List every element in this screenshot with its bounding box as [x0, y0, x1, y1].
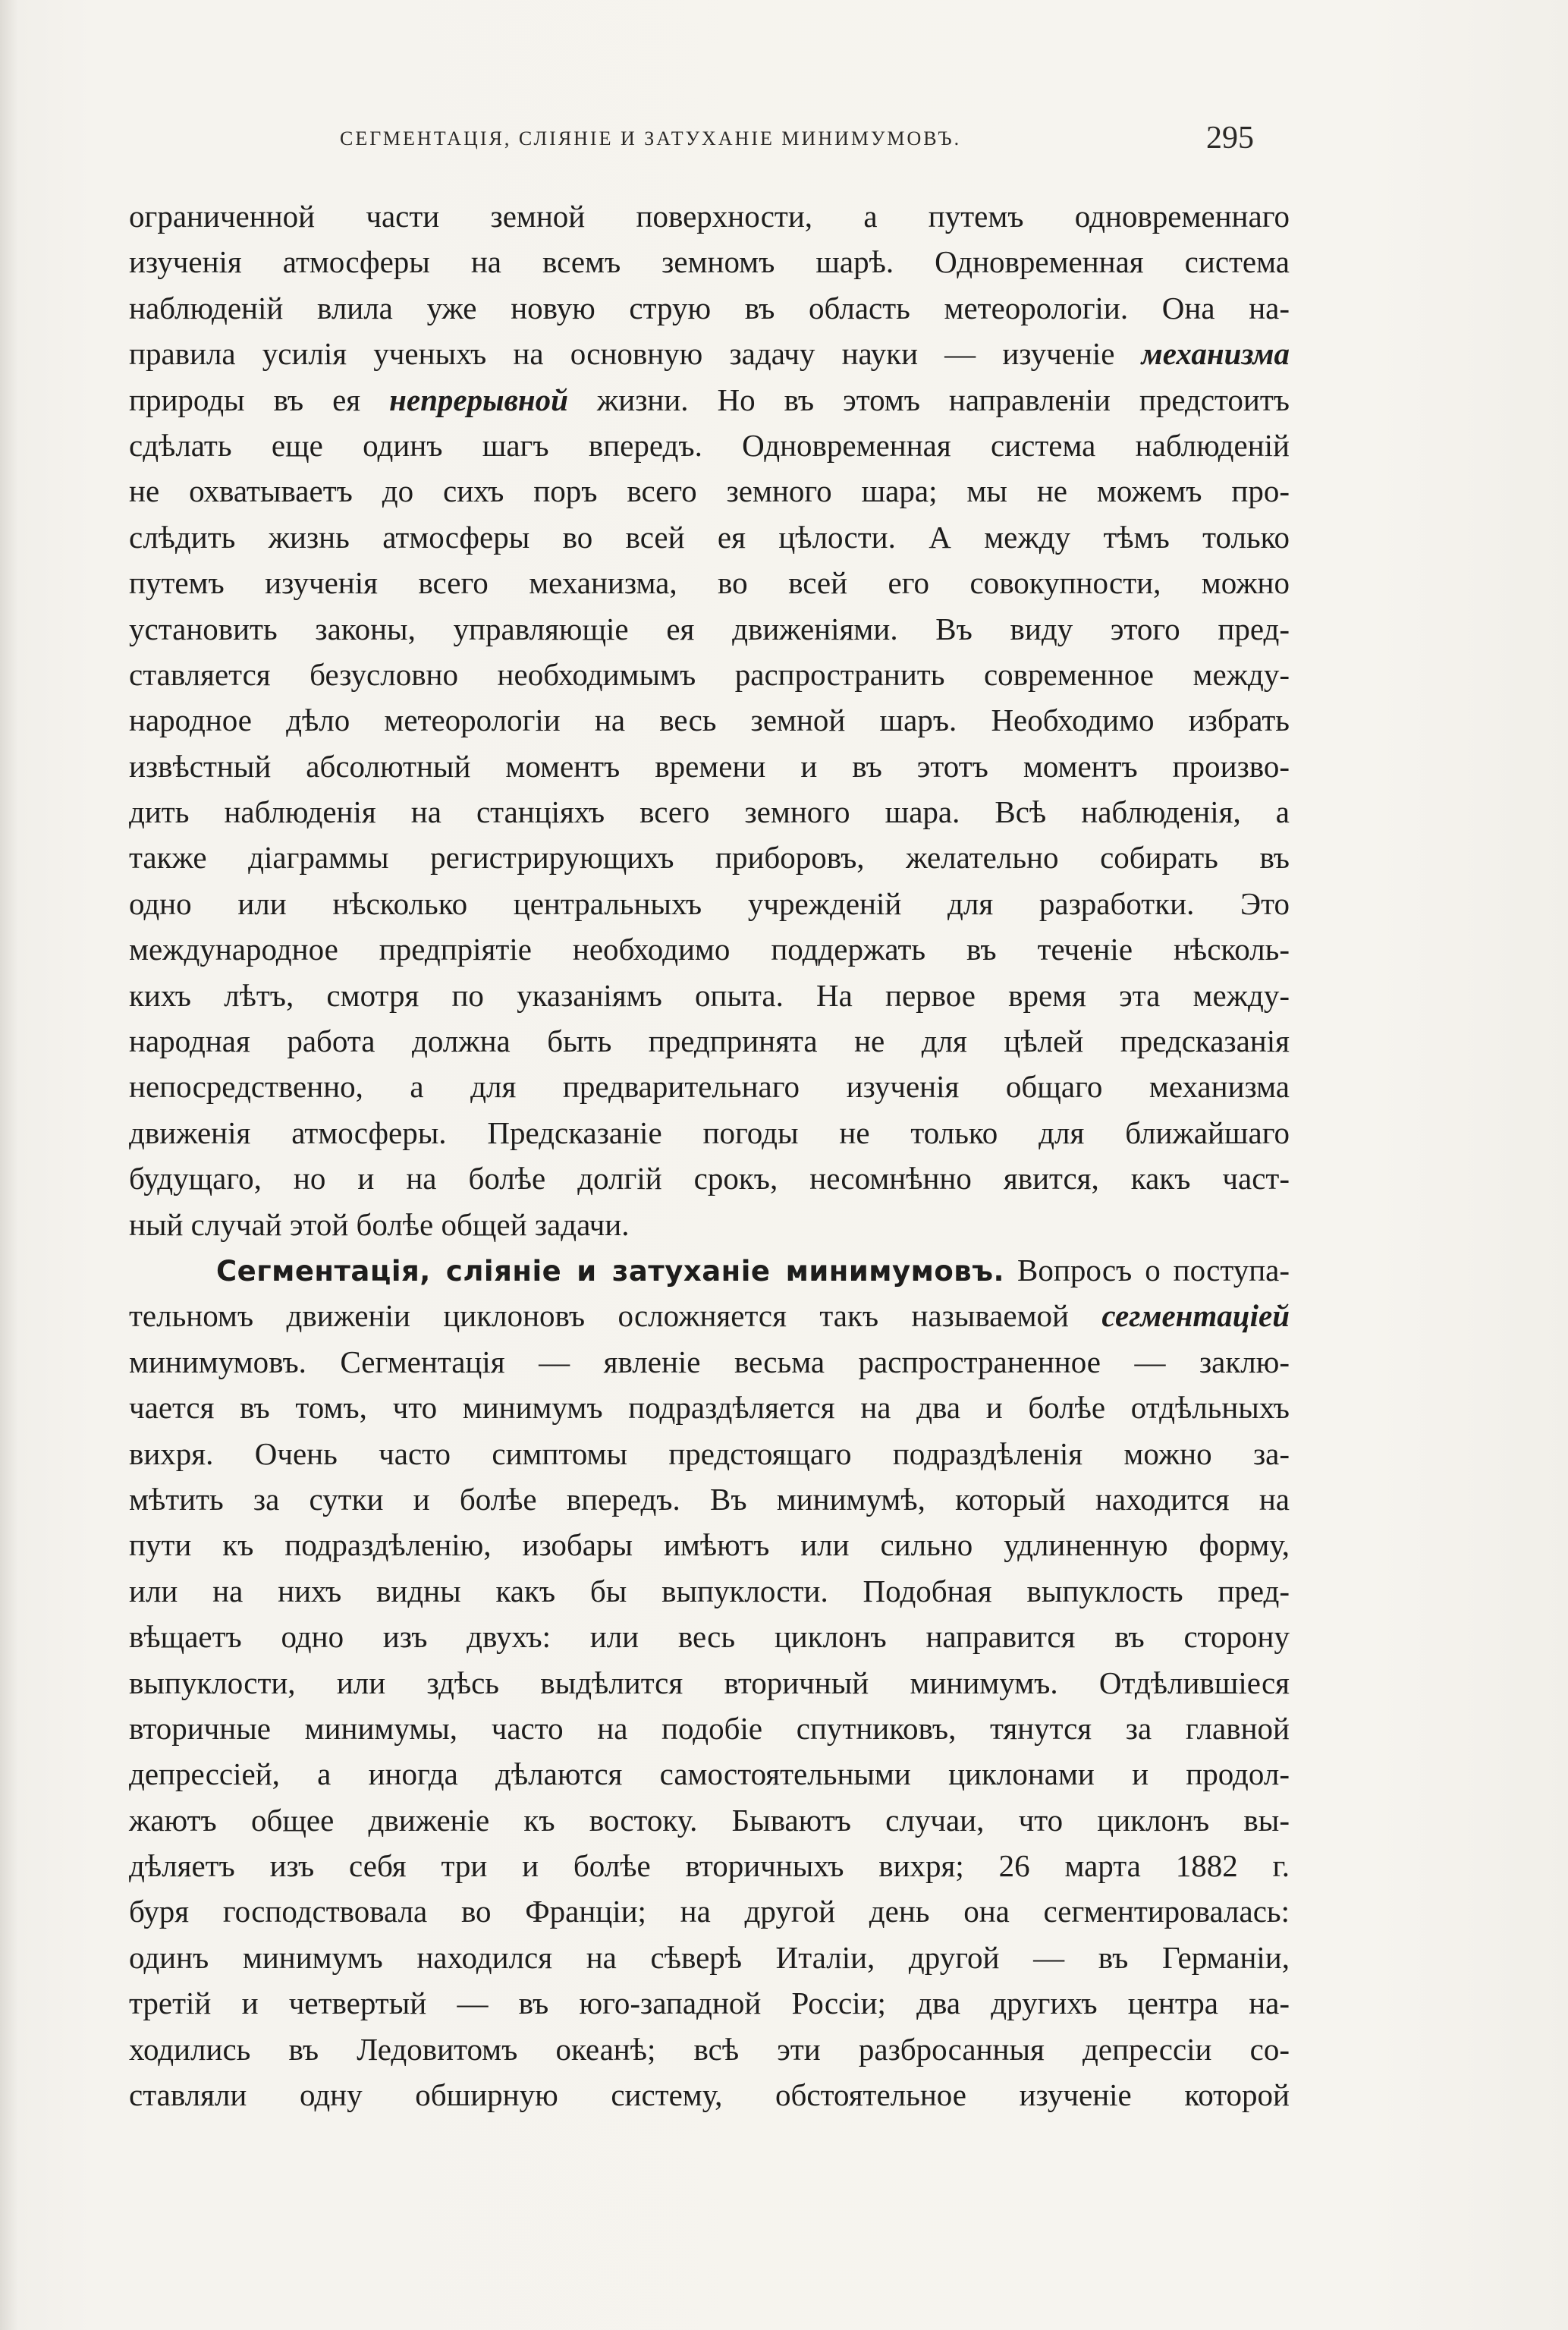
text-line: или на нихъ видны какъ бы выпуклости. Подобная выпуклость пред-: [129, 1573, 1290, 1608]
text-segment: тельномъ движеніи циклоновъ осложняется такъ называемой: [129, 1298, 1102, 1334]
text-line: дить наблюденія на станціяхъ всего земного шара. Всѣ наблюденія, а: [129, 794, 1290, 830]
text-line: также діаграммы регистрирующихъ приборовъ, желательно собирать въ: [129, 840, 1290, 876]
text-line: движенія атмосферы. Предсказаніе погоды не только для ближайшаго: [129, 1115, 1290, 1150]
text-line: третій и четвертый — въ юго-западной Россіи; два другихъ центра на-: [129, 1986, 1290, 2021]
paragraph-1: [129, 193, 1290, 1247]
text-line: народная работа должна быть предпринята не для цѣлей предсказанія: [129, 1024, 1290, 1059]
text-line: установить законы, управляющіе ея движеніями. Въ виду этого пред-: [129, 611, 1290, 646]
text-line: ставляли одну обширную систему, обстоятельное изученіе которой: [129, 2077, 1290, 2113]
text-line: депрессіей, а иногда дѣлаются самостоятельными циклонами и продол-: [129, 1756, 1290, 1792]
text-line: выпуклости, или здѣсь выдѣлится вторичный минимумъ. Отдѣлившіеся: [129, 1665, 1290, 1700]
page-number: 295: [1206, 121, 1254, 156]
text-line: извѣстный абсолютный моментъ времени и въ этотъ моментъ произво-: [129, 748, 1290, 784]
paragraph-2: [129, 1247, 1290, 2118]
text-segment: жизни. Но въ этомъ направленіи предстоитъ: [567, 382, 1290, 417]
text-line: чается въ томъ, что минимумъ подраздѣляется на два и болѣе отдѣльныхъ: [129, 1390, 1290, 1426]
emphasis-segmentation: сегментаціей: [1101, 1298, 1290, 1334]
text-segment: Вопросъ о поступа-: [1004, 1252, 1290, 1288]
text-line: [129, 1293, 1290, 1338]
text-line: наблюденій влила уже новую струю въ область метеорологіи. Она на-: [129, 290, 1290, 325]
text-line: непосредственно, а для предварительнаго изученія общаго механизма: [129, 1069, 1290, 1105]
text-line: пути къ подраздѣленію, изобары имѣютъ или сильно удлиненную форму,: [129, 1527, 1290, 1563]
text-line: не охватываетъ до сихъ поръ всего земного шара; мы не можемъ про-: [129, 473, 1290, 509]
text-line: дѣляетъ изъ себя три и болѣе вторичныхъ вихря; 26 марта 1882 г.: [129, 1848, 1290, 1884]
text-line: одно или нѣсколько центральныхъ учрежденій для разработки. Это: [129, 885, 1290, 921]
text-line: [129, 377, 1290, 423]
emphasis-continuous: непрерывной: [389, 382, 568, 417]
section-heading: Сегментація, сліяніе и затуханіе минимумовъ.: [216, 1254, 1005, 1288]
running-head: СЕГМЕНТАЦІЯ, СЛІЯНІЕ И ЗАТУХАНІЕ МИНИМУМОВЪ.: [340, 127, 962, 149]
text-line: [129, 1247, 1290, 1293]
text-line: ставляется безусловно необходимымъ распространить современное между-: [129, 656, 1290, 692]
text-line: вторичные минимумы, часто на подобіе спутниковъ, тянутся за главной: [129, 1710, 1290, 1746]
text-line: сдѣлать еще одинъ шагъ впередъ. Одновременная система наблюденій: [129, 427, 1290, 463]
text-segment: природы въ ея: [129, 382, 390, 417]
text-line: одинъ минимумъ находился на сѣверѣ Италіи, другой — въ Германіи,: [129, 1939, 1290, 1975]
text-line: вѣщаетъ одно изъ двухъ: или весь циклонъ направится въ сторону: [129, 1619, 1290, 1655]
text-line: вихря. Очень часто симптомы предстоящаго подраздѣленія можно за-: [129, 1435, 1290, 1471]
emphasis-mechanism: механизма: [1141, 336, 1290, 372]
text-line: мѣтить за сутки и болѣе впередъ. Въ минимумѣ, который находится на: [129, 1481, 1290, 1517]
text-line: минимумовъ. Сегментація — явленіе весьма распространенное — заклю-: [129, 1344, 1290, 1379]
text-line: ный случай этой болѣе общей задачи.: [129, 1206, 630, 1242]
text-line: слѣдить жизнь атмосферы во всей ея цѣлости. А между тѣмъ только: [129, 519, 1290, 555]
page-body: [129, 193, 1290, 2118]
text-line: жаютъ общее движеніе къ востоку. Бываютъ случаи, что циклонъ вы-: [129, 1802, 1290, 1838]
text-line: ограниченной части земной поверхности, а путемъ одновременнаго: [129, 199, 1290, 234]
text-line: будущаго, но и на болѣе долгій срокъ, несомнѣнно явится, какъ част-: [129, 1161, 1290, 1196]
text-line: народное дѣло метеорологіи на весь земной шаръ. Необходимо избрать: [129, 703, 1290, 738]
text-line: изученія атмосферы на всемъ земномъ шарѣ. Одновременная система: [129, 244, 1290, 280]
text-line: международное предпріятіе необходимо поддержать въ теченіе нѣсколь-: [129, 932, 1290, 967]
text-line: ходились въ Ледовитомъ океанѣ; всѣ эти разбросанныя депрессіи со-: [129, 2031, 1290, 2067]
text-line: путемъ изученія всего механизма, во всей его совокупности, можно: [129, 565, 1290, 601]
text-line: буря господствовала во Франціи; на другой день она сегментировалась:: [129, 1894, 1290, 1929]
text-segment: правила усилія ученыхъ на основную задачу науки — изученіе: [129, 336, 1142, 372]
text-line: кихъ лѣтъ, смотря по указаніямъ опыта. На первое время эта между-: [129, 977, 1290, 1013]
text-line: [129, 331, 1290, 376]
